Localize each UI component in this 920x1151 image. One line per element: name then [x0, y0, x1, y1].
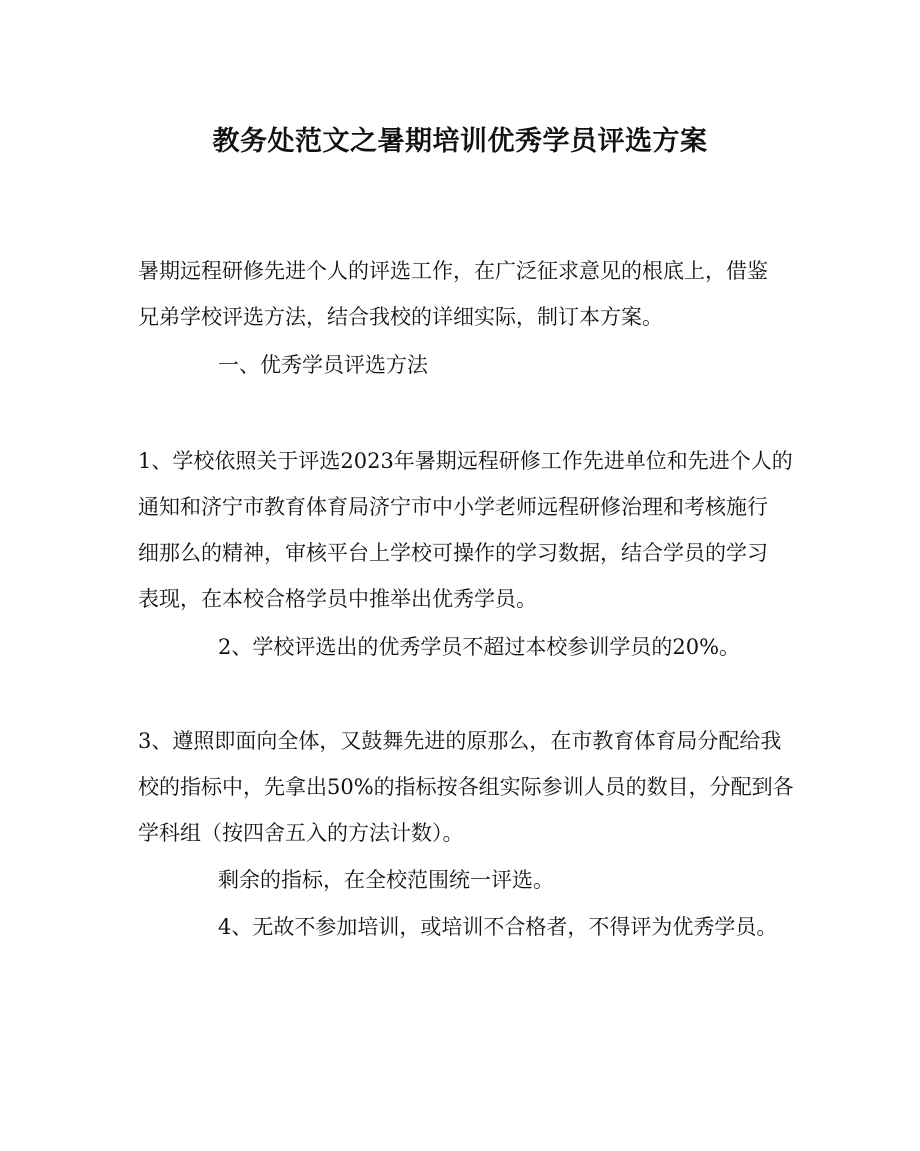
paragraph-line: 1、学校依照关于评选2023年暑期远程研修工作先进单位和先进个人的 [138, 449, 793, 473]
paragraph-item-3 [138, 718, 794, 856]
paragraph-line: 细那么的精神，审核平台上学校可操作的学习数据，结合学员的学习 [138, 541, 768, 565]
paragraph-line: 表现，在本校合格学员中推举出优秀学员。 [138, 587, 537, 611]
paragraph-line: 暑期远程研修先进个人的评选工作，在广泛征求意见的根底上，借鉴 [138, 259, 768, 283]
paragraph-item-4 [218, 904, 808, 950]
document-title: 教务处范文之暑期培训优秀学员评选方案 [212, 126, 708, 157]
paragraph-remaining-quota [218, 857, 808, 903]
paragraph-line: 2、学校评选出的优秀学员不超过本校参训学员的20%。 [218, 635, 741, 659]
paragraph-line: 兄弟学校评选方法，结合我校的详细实际，制订本方案。 [138, 305, 663, 329]
paragraph-line: 学科组（按四舍五入的方法计数）。 [138, 821, 464, 845]
paragraph-line: 4、无故不参加培训，或培训不合格者，不得评为优秀学员。 [218, 915, 778, 939]
paragraph-line: 校的指标中，先拿出50%的指标按各组实际参训人员的数目，分配到各 [138, 775, 794, 799]
paragraph-line: 剩余的指标，在全校范围统一评选。 [218, 868, 554, 892]
paragraph-line: 3、遵照即面向全体，又鼓舞先进的原那么，在市教育体育局分配给我 [138, 729, 782, 753]
paragraph-item-1 [138, 438, 793, 622]
paragraph-intro [138, 248, 788, 340]
section-heading-text: 一、优秀学员评选方法 [218, 353, 428, 377]
paragraph-line: 通知和济宁市教育体育局济宁市中小学老师远程研修治理和考核施行 [138, 495, 768, 519]
section-heading [218, 342, 808, 388]
paragraph-item-2 [218, 624, 808, 670]
